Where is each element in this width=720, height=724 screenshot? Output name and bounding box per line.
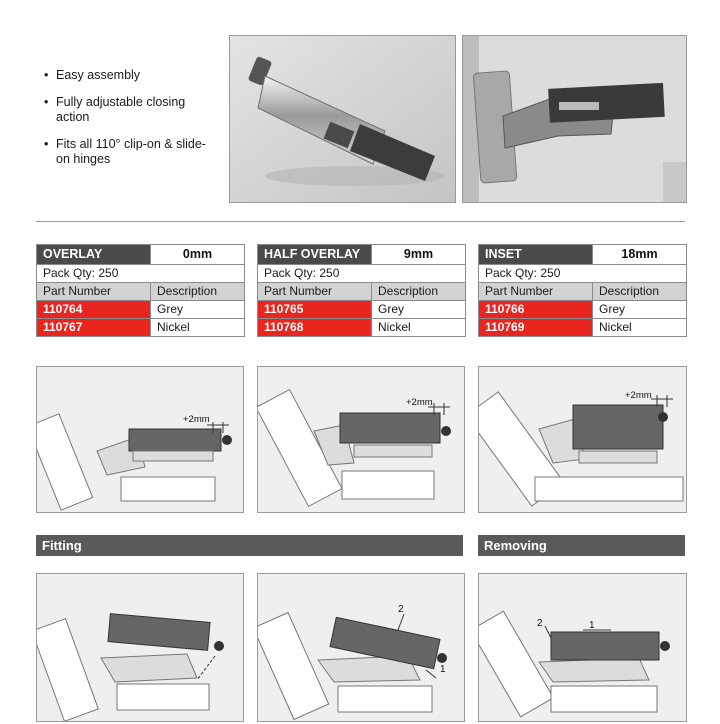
part-number: 110769 bbox=[479, 319, 593, 337]
description: Grey bbox=[151, 301, 245, 319]
adjust-label: +2mm bbox=[406, 397, 433, 408]
col-part-number: Part Number bbox=[37, 283, 151, 301]
table-type: HALF OVERLAY bbox=[258, 245, 372, 265]
table-size: 18mm bbox=[593, 245, 687, 265]
table-size: 0mm bbox=[151, 245, 245, 265]
step-2-label: 2 bbox=[398, 604, 404, 615]
col-part-number: Part Number bbox=[479, 283, 593, 301]
table-row bbox=[479, 301, 687, 319]
divider bbox=[36, 221, 685, 222]
table-type: INSET bbox=[479, 245, 593, 265]
table-type: OVERLAY bbox=[37, 245, 151, 265]
part-number: 110766 bbox=[479, 301, 593, 319]
pack-qty: Pack Qty: 250 bbox=[479, 265, 687, 283]
pack-qty: Pack Qty: 250 bbox=[37, 265, 245, 283]
table-row bbox=[479, 319, 687, 337]
adjust-label: +2mm bbox=[183, 414, 210, 425]
part-number: 110764 bbox=[37, 301, 151, 319]
inset-adjust-diagram bbox=[478, 366, 687, 513]
overlay-adjust-diagram bbox=[36, 366, 244, 513]
step-1-label: 1 bbox=[589, 620, 595, 631]
fitting-step1-diagram bbox=[36, 573, 244, 722]
half-overlay-adjust-diagram bbox=[257, 366, 465, 513]
step-2-label: 2 bbox=[537, 618, 543, 629]
removing-header: Removing bbox=[478, 535, 685, 556]
description: Nickel bbox=[151, 319, 245, 337]
description: Nickel bbox=[593, 319, 687, 337]
feature-list bbox=[44, 68, 219, 179]
col-description: Description bbox=[151, 283, 245, 301]
overlay-table bbox=[36, 244, 245, 337]
step-1-label: 1 bbox=[440, 664, 446, 675]
table-row bbox=[258, 319, 466, 337]
inset-table bbox=[478, 244, 687, 337]
description: Grey bbox=[372, 301, 466, 319]
col-part-number: Part Number bbox=[258, 283, 372, 301]
description: Nickel bbox=[372, 319, 466, 337]
description: Grey bbox=[593, 301, 687, 319]
table-row bbox=[37, 319, 245, 337]
removing-diagram bbox=[478, 573, 687, 722]
feature-item: • Fully adjustable closing action bbox=[44, 95, 219, 125]
fitting-header: Fitting bbox=[36, 535, 463, 556]
table-row bbox=[37, 301, 245, 319]
product-photo bbox=[229, 35, 456, 203]
part-number: 110765 bbox=[258, 301, 372, 319]
part-number: 110767 bbox=[37, 319, 151, 337]
fitting-step2-diagram bbox=[257, 573, 465, 722]
part-number: 110768 bbox=[258, 319, 372, 337]
half-overlay-table bbox=[257, 244, 466, 337]
adjust-label: +2mm bbox=[625, 390, 652, 401]
feature-item: • Easy assembly bbox=[44, 68, 219, 83]
table-row bbox=[258, 301, 466, 319]
col-description: Description bbox=[593, 283, 687, 301]
hinge-photo bbox=[462, 35, 687, 203]
table-size: 9mm bbox=[372, 245, 466, 265]
feature-item: • Fits all 110° clip-on & slide-on hinges bbox=[44, 137, 219, 167]
col-description: Description bbox=[372, 283, 466, 301]
pack-qty: Pack Qty: 250 bbox=[258, 265, 466, 283]
